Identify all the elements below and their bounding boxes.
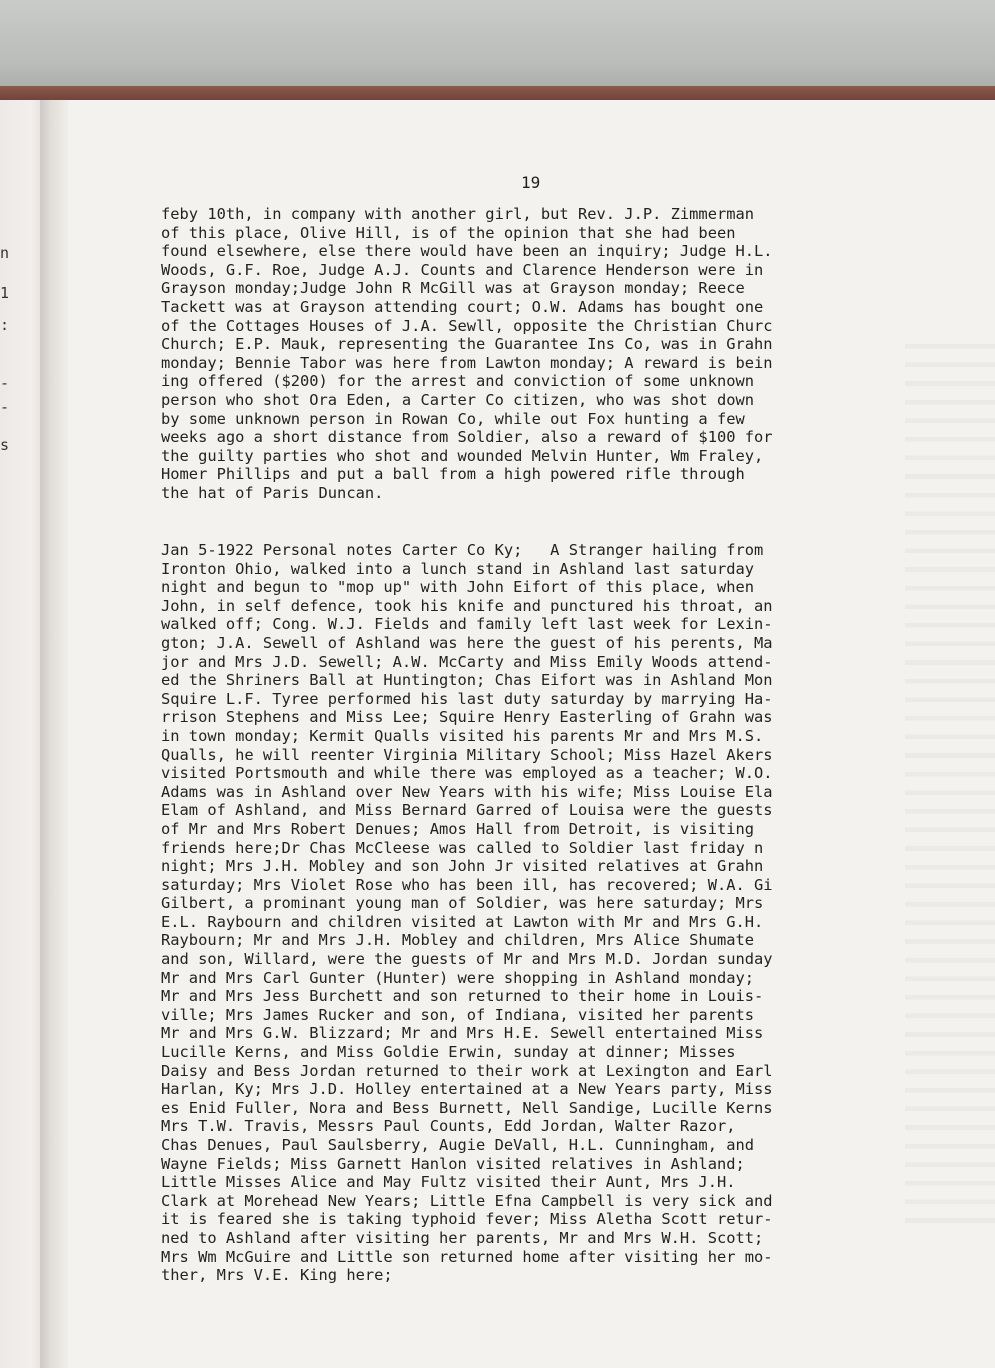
text-line: Little Misses Alice and May Fultz visited their Aunt, Mrs J.H. xyxy=(161,1173,736,1192)
text-line: of Mr and Mrs Robert Denues; Amos Hall from Detroit, is visiting xyxy=(161,819,755,838)
text-line: Homer Phillips and put a ball from a high powered rifle through xyxy=(161,465,745,484)
text-line: Gilbert, a prominant young man of Soldier, was here saturday; Mrs xyxy=(161,894,764,913)
text-line: Chas Denues, Paul Saulsberry, Augie DeVall, H.L. Cunningham, and xyxy=(161,1136,755,1154)
text-line: Jan 5-1922 Personal notes Carter Co Ky; A Stranger hailing from xyxy=(161,541,764,559)
text-line: weeks ago a short distance from Soldier, also a reward of $100 for xyxy=(161,428,773,447)
text-line: monday; Bennie Tabor was here from Lawton monday; A reward is bein xyxy=(161,353,773,372)
text-line: Grayson monday;Judge John R McGill was at Grayson monday; Reece xyxy=(161,279,745,298)
text-line: rrison Stephens and Miss Lee; Squire Henry Easterling of Grahn was xyxy=(161,708,773,727)
text-line: ville; Mrs James Rucker and son, of Indiana, visited her parents xyxy=(161,1005,755,1024)
text-line: ned to Ashland after visiting her parents, Mr and Mrs W.H. Scott; xyxy=(161,1228,764,1247)
text-line: Qualls, he will reenter Virginia Military School; Miss Hazel Akers xyxy=(161,745,773,764)
text-line: Lucille Kerns, and Miss Goldie Erwin, sunday at dinner; Misses xyxy=(161,1043,736,1062)
text-line: Church; E.P. Mauk, representing the Guarantee Ins Co, was in Grahn xyxy=(161,335,773,354)
text-line: Mrs Wm McGuire and Little son returned home after visiting her mo- xyxy=(161,1247,773,1266)
text-line: Daisy and Bess Jordan returned to their work at Lexington and Earl xyxy=(161,1061,773,1080)
text-line: the guilty parties who shot and wounded Melvin Hunter, Wm Fraley, xyxy=(161,446,764,465)
text-line: of the Cottages Houses of J.A. Sewll, opposite the Christian Churc xyxy=(161,316,773,335)
scan-background-top xyxy=(0,0,995,92)
text-line: the hat of Paris Duncan. xyxy=(161,483,384,502)
text-line: saturday; Mrs Violet Rose who has been ill, has recovered; W.A. Gi xyxy=(161,875,773,894)
text-line: visited Portsmouth and while there was employed as a teacher; W.O. xyxy=(161,764,773,783)
book-gutter xyxy=(40,100,70,1368)
text-line: walked off; Cong. W.J. Fields and family left last week for Lexin- xyxy=(161,615,773,634)
text-line: Ironton Ohio, walked into a lunch stand in Ashland last saturday xyxy=(161,559,755,578)
text-line: Harlan, Ky; Mrs J.D. Holley entertained at a New Years party, Miss xyxy=(161,1080,773,1099)
text-line: gton; J.A. Sewell of Ashland was here the guest of his perents, Ma xyxy=(161,633,773,652)
text-line: Wayne Fields; Miss Garnett Hanlon visited relatives in Ashland; xyxy=(161,1154,745,1173)
text-line: in town monday; Kermit Qualls visited his parents Mr and Mrs M.S. xyxy=(161,726,764,745)
text-line: night and begun to "mop up" with John Eifort of this place, when xyxy=(161,578,755,597)
left-page-fragment: s xyxy=(0,436,10,454)
left-page-fragment: - xyxy=(0,374,10,392)
text-line: friends here;Dr Chas McCleese was called to Soldier last friday n xyxy=(161,838,764,857)
text-line: of this place, Olive Hill, is of the opinion that she had been xyxy=(161,223,736,242)
page-number: 19 xyxy=(521,173,541,192)
left-page-fragment: - xyxy=(0,398,10,416)
text-line: Mrs T.W. Travis, Messrs Paul Counts, Edd Jordan, Walter Razor, xyxy=(161,1117,736,1136)
text-line: Woods, G.F. Roe, Judge A.J. Counts and Clarence Henderson were in xyxy=(161,260,764,279)
text-line: it is feared she is taking typhoid fever; Miss Aletha Scott retur- xyxy=(161,1210,773,1229)
text-line: feby 10th, in company with another girl, but Rev. J.P. Zimmerman xyxy=(161,205,755,223)
text-line: jor and Mrs J.D. Sewell; A.W. McCarty and Miss Emily Woods attend- xyxy=(161,652,773,671)
text-line: Mr and Mrs G.W. Blizzard; Mr and Mrs H.E. Sewell entertained Miss xyxy=(161,1024,764,1043)
left-page-fragment: 1 xyxy=(0,284,10,302)
text-line: person who shot Ora Eden, a Carter Co citizen, who was shot down xyxy=(161,390,755,409)
text-line: Tackett was at Grayson attending court; O.W. Adams has bought one xyxy=(161,297,764,316)
text-line: Raybourn; Mr and Mrs J.H. Mobley and children, Mrs Alice Shumate xyxy=(161,931,755,950)
text-line: night; Mrs J.H. Mobley and son John Jr visited relatives at Grahn xyxy=(161,857,764,876)
text-line: by some unknown person in Rowan Co, while out Fox hunting a few xyxy=(161,409,745,428)
bleed-through xyxy=(905,330,995,1230)
text-line: Elam of Ashland, and Miss Bernard Garred of Louisa were the guests xyxy=(161,801,773,820)
text-line: and son, Willard, were the guests of Mr and Mrs M.D. Jordan sunday xyxy=(161,950,773,969)
text-line: E.L. Raybourn and children visited at Lawton with Mr and Mrs G.H. xyxy=(161,912,764,931)
text-line: Squire L.F. Tyree performed his last duty saturday by marrying Ha- xyxy=(161,689,773,708)
text-line: Clark at Morehead New Years; Little Efna Campbell is very sick and xyxy=(161,1191,773,1210)
text-line: es Enid Fuller, Nora and Bess Burnett, Nell Sandige, Lucille Kerns xyxy=(161,1098,773,1117)
text-line: Mr and Mrs Jess Burchett and son returned to their home in Louis- xyxy=(161,987,764,1006)
text-line: Mr and Mrs Carl Gunter (Hunter) were shopping in Ashland monday; xyxy=(161,968,755,987)
text-line: ed the Shriners Ball at Huntington; Chas Eifort was in Ashland Mon xyxy=(161,671,773,690)
left-page-fragment: n xyxy=(0,244,10,262)
text-line: John, in self defence, took his knife and punctured his throat, an xyxy=(161,596,773,615)
text-line: ing offered ($200) for the arrest and conviction of some unknown xyxy=(161,372,755,391)
paragraph-2 xyxy=(161,541,773,1285)
text-line: ther, Mrs V.E. King here; xyxy=(161,1266,393,1285)
text-line: Adams was in Ashland over New Years with his wife; Miss Louise Ela xyxy=(161,782,773,801)
text-line: found elsewhere, else there would have been an inquiry; Judge H.L. xyxy=(161,242,773,261)
left-page-fragment: : xyxy=(0,316,10,334)
paragraph-1 xyxy=(161,205,773,503)
